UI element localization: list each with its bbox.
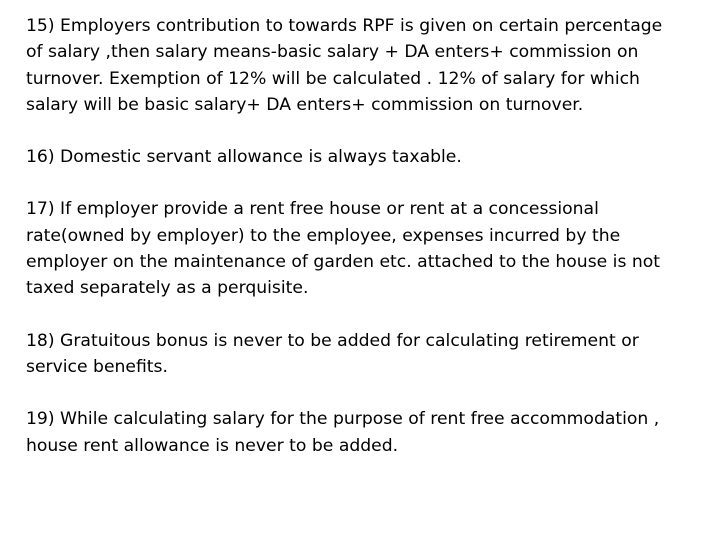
paragraph-16: 16) Domestic servant allowance is always taxable. [26, 147, 462, 168]
paragraph-18: 18) Gratuitous bonus is never to be added for calculating retirement or service benefits. [26, 330, 639, 377]
paragraph-19: 19) While calculating salary for the purpose of rent free accommodation , house rent allowance is never to be added. [26, 409, 660, 456]
paragraph-15: 15) Employers contribution to towards RPF is given on certain percentage of salary ,then salary means-basic salary + DA enters+ commission on turnover. Exemption of 12% will be calculated . 12% of salary for which salary will be basic salary+ DA enters+ commission on turnover. [26, 16, 663, 115]
document-body [26, 13, 706, 459]
paragraph-17: 17) If employer provide a rent free house or rent at a concessional rate(owned by employer) to the employee, expenses incurred by the employer on the maintenance of garden etc. attached to the house is not taxed separately as a perquisite. [26, 199, 661, 299]
